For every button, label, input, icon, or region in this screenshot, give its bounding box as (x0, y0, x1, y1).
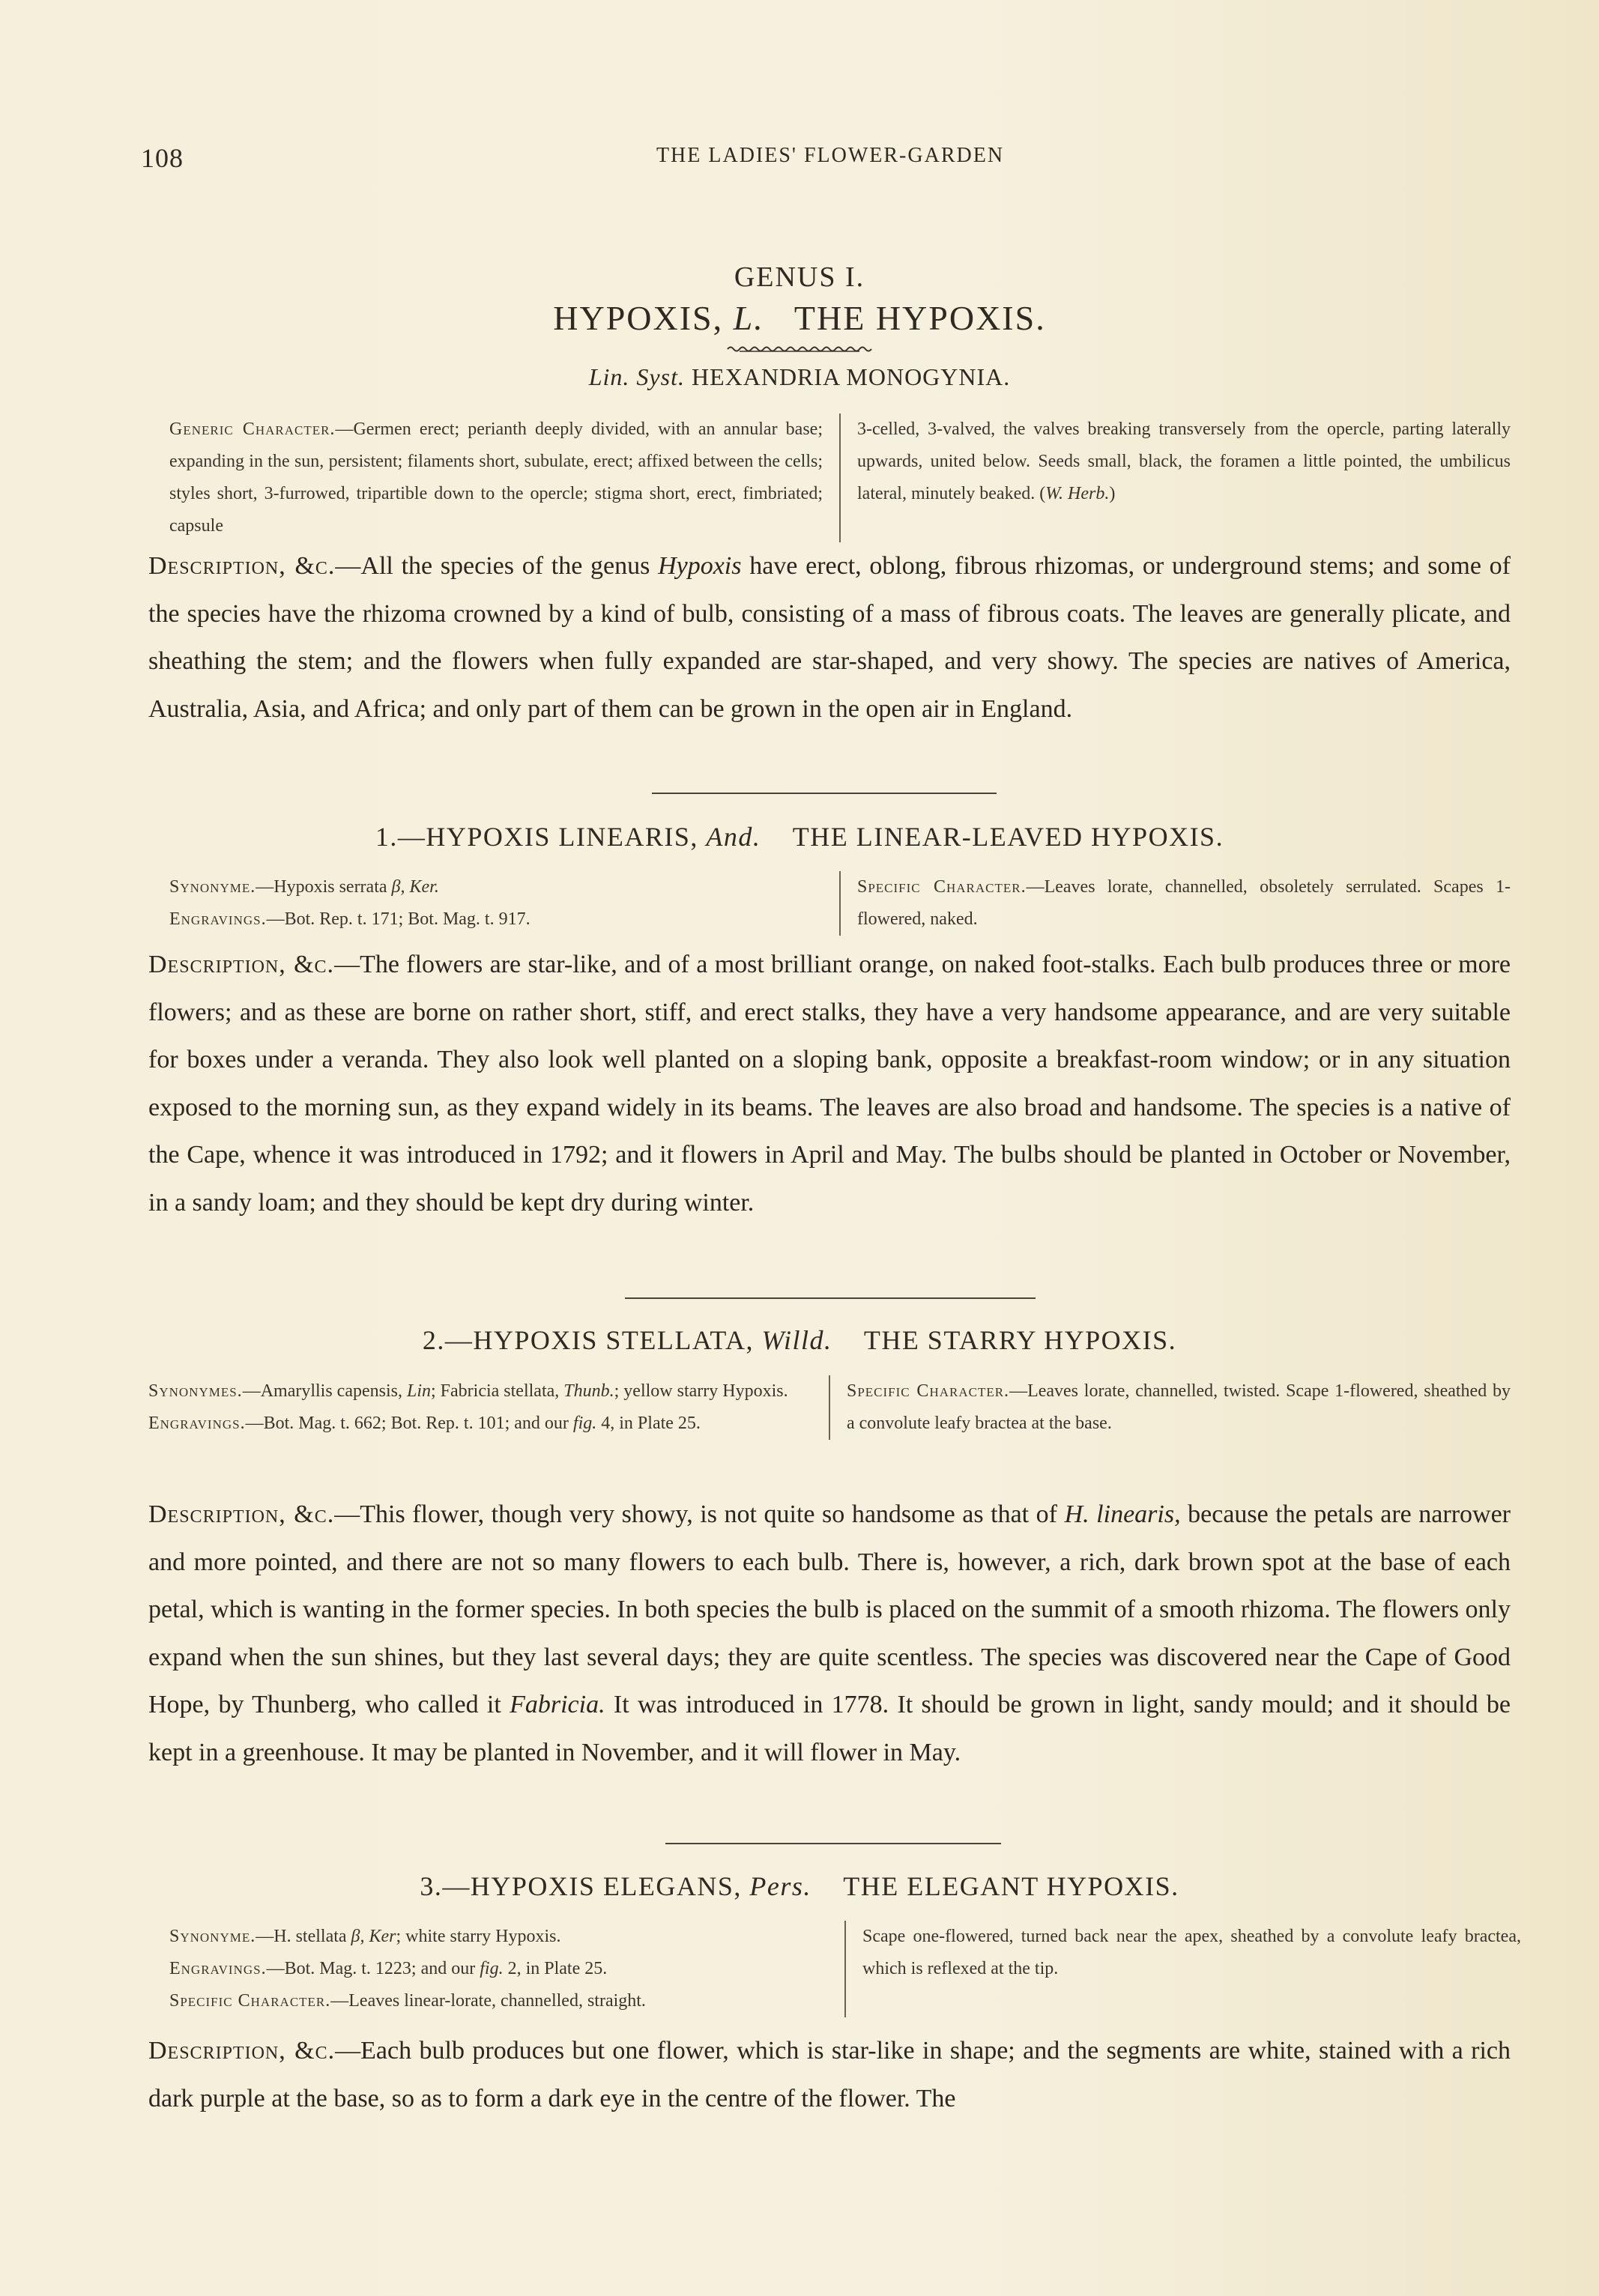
engravings-text-b: fig. (572, 1414, 597, 1433)
genus-label: GENUS I. (734, 261, 865, 293)
species-heading (0, 1871, 1599, 1902)
generic-character-block (169, 414, 1511, 542)
genus-authority: L. (733, 299, 764, 337)
species-heading (0, 1324, 1599, 1356)
generic-character-label: Generic Character. (169, 419, 336, 439)
synonymes-label: Synonymes. (148, 1381, 243, 1401)
description-text-b: H. linearis, (1064, 1500, 1181, 1528)
generic-character-right (839, 414, 1511, 542)
flourish-ornament (725, 342, 874, 353)
genus-common-name: THE HYPOXIS. (794, 299, 1046, 337)
engravings-text-a: —Bot. Mag. t. 662; Bot. Rep. t. 101; and our (245, 1414, 573, 1433)
specific-character-label: Specific Character. (847, 1381, 1010, 1401)
generic-character-text: —Germen erect; perianth deeply divided, with an annular base; expanding in the sun, persistent; filaments short, subulate, erect; affixed between the cells; styles short, 3-furrowed, tripartible down to the opercle; stigma short, erect, fimbriated; capsule (169, 419, 823, 536)
engravings-label: Engravings. (169, 909, 267, 929)
synonyme-text-a: —H. stellata (256, 1927, 351, 1946)
engravings-text-c: 4, in Plate 25. (596, 1414, 701, 1433)
synonymes-text-d: Thunb. (563, 1381, 614, 1401)
description-label: Description, &c. (148, 2037, 336, 2065)
species-specific-character (839, 871, 1511, 936)
description-text-e: It was introduced in 1778. It should be grown in light, sandy mould; and it should be kept in a greenhouse. It may be planted in November, and it will flower in May. (148, 1691, 1511, 1766)
genus-title (0, 298, 1599, 338)
species-common-name: THE ELEGANT HYPOXIS. (843, 1871, 1179, 1901)
genus-name: HYPOXIS, (553, 299, 724, 337)
description-text-a: —This flower, though very showy, is not quite so handsome as that of (334, 1500, 1065, 1528)
synonyme-label: Synonyme. (169, 1927, 256, 1946)
synonymes-line (148, 1375, 812, 1408)
species-synonyms (169, 1921, 844, 2017)
species-common-name: THE LINEAR-LEAVED HYPOXIS. (792, 822, 1224, 852)
species-description (148, 1491, 1511, 1776)
synonymes-text-b: Lin (406, 1381, 431, 1401)
species-heading (0, 821, 1599, 852)
engravings-text-c: 2, in Plate 25. (503, 1959, 608, 1978)
synonyme-text-b: β, Ker (351, 1927, 396, 1946)
specific-character-cont: Scape one-flowered, turned back near the apex, sheathed by a convolute leafy bractea, which is reflexed at the tip. (862, 1927, 1521, 1978)
synonymes-text-e: ; yellow starry Hypoxis. (614, 1381, 788, 1401)
generic-character-ref: W. Herb. (1045, 484, 1110, 503)
generic-character-left (169, 414, 839, 542)
specific-character-line (169, 1985, 828, 2017)
engravings-line (148, 1408, 812, 1440)
species-authority: And. (706, 822, 761, 852)
generic-character-cont: 3-celled, 3-valved, the valves breaking transversely from the opercle, parting laterally upwards, united below. Seeds small, black, the foramen a little pointed, the umbilicus lateral, minutely beaked. ( (857, 419, 1511, 503)
running-title: THE LADIES' FLOWER-GARDEN (656, 144, 1005, 167)
description-text-b: have erect, oblong, fibrous rhizomas, or underground stems; and some of the species have the rhizoma crowned by a kind of bulb, consisting of a mass of fibrous coats. The leaves are generally plicate, and sheathing the stem; and the flowers when fully expanded are star-shaped, and very showy. The species are natives of America, Australia, Asia, and Africa; and only part of them can be grown in the open air in England. (148, 552, 1511, 723)
species-character-block (169, 1921, 1521, 2017)
system-name: HEXANDRIA MONOGYNIA. (691, 363, 1011, 390)
species-synonyms (148, 1375, 829, 1440)
genus-description (148, 542, 1511, 733)
linnaean-system (0, 363, 1599, 391)
running-header (141, 142, 1520, 187)
description-text-a: —All the species of the genus (335, 552, 659, 580)
species-description (148, 2027, 1511, 2122)
genus-heading (0, 261, 1599, 391)
species-character-block (169, 871, 1511, 936)
system-prefix: Lin. Syst. (588, 363, 685, 390)
species-synonyms (169, 871, 839, 936)
engravings-text-b: fig. (480, 1959, 504, 1978)
section-divider (665, 1843, 1001, 1844)
description-text: —The flowers are star-like, and of a most brilliant orange, on naked foot-stalks. Each bulb produces three or more flowers; and as these are borne on rather short, stiff, and erect stalks, they have a very handsome appearance, and are very suitable for boxes under a veranda. They also look well planted on a sloping bank, opposite a breakfast-room window; or in any situation exposed to the morning sun, as they expand widely in its beams. The leaves are also broad and handsome. The species is a native of the Cape, whence it was introduced in 1792; and it flowers in April and May. The bulbs should be planted in October or November, in a sandy loam; and they should be kept dry during winter. (148, 951, 1511, 1217)
synonymes-text-a: —Amaryllis capensis, (242, 1381, 407, 1401)
engravings-label: Engravings. (169, 1959, 267, 1978)
section-divider (652, 793, 997, 794)
description-label: Description, &c. (148, 552, 336, 580)
species-specific-character-cont (844, 1921, 1521, 2017)
species-name: 1.—HYPOXIS LINEARIS, (375, 822, 698, 852)
specific-character-label: Specific Character. (169, 1991, 331, 2011)
species-name: 3.—HYPOXIS ELEGANS, (420, 1871, 742, 1901)
page-number: 108 (141, 143, 184, 173)
species-authority: Willd. (761, 1325, 832, 1355)
description-label: Description, &c. (148, 1500, 335, 1528)
generic-character-end: ) (1109, 484, 1116, 503)
species-common-name: THE STARRY HYPOXIS. (863, 1325, 1177, 1355)
engravings-text: —Bot. Rep. t. 171; Bot. Mag. t. 917. (266, 909, 531, 929)
synonyme-line (169, 1921, 828, 1953)
description-text-d: Fabricia. (510, 1691, 605, 1718)
specific-character-text: —Leaves lorate, channelled, obsoletely serrulated. Scapes 1-flowered, naked. (857, 877, 1511, 929)
engravings-label: Engravings. (148, 1414, 246, 1433)
engravings-text-a: —Bot. Mag. t. 1223; and our (266, 1959, 480, 1978)
section-divider (625, 1297, 1036, 1299)
description-text: —Each bulb produces but one flower, which is star-like in shape; and the segments are white, stained with a rich dark purple at the base, so as to form a dark eye in the centre of the flower. The (148, 2037, 1511, 2112)
synonyme-label: Synonyme. (169, 877, 256, 897)
synonyme-text: —Hypoxis serrata (256, 877, 392, 897)
species-authority: Pers. (749, 1871, 811, 1901)
description-label: Description, &c. (148, 951, 335, 978)
engravings-line (169, 903, 823, 936)
species-specific-character (829, 1375, 1511, 1440)
description-text-c: because the petals are narrower and more pointed, and there are not so many flowers to each bulb. There is, however, a rich, dark brown spot at the base of each petal, which is wanting in the former species. In both species the bulb is placed on the summit of a smooth rhizoma. The flowers only expand when the sun shines, but they last several days; they are quite scentless. The species was discovered near the Cape of Good Hope, by Thunberg, who called it (148, 1500, 1511, 1718)
specific-character-text: —Leaves lorate, channelled, twisted. Scape 1-flowered, sheathed by a convolute leafy bractea at the base. (847, 1381, 1511, 1433)
synonyme-line (169, 871, 823, 903)
engravings-line (169, 1953, 828, 1985)
species-name: 2.—HYPOXIS STELLATA, (422, 1325, 754, 1355)
synonyme-italic: β, Ker. (391, 877, 439, 897)
specific-character-text: —Leaves linear-lorate, channelled, straight. (330, 1991, 646, 2011)
synonymes-text-c: ; Fabricia stellata, (431, 1381, 564, 1401)
description-genus: Hypoxis (658, 552, 742, 580)
species-description (148, 941, 1511, 1226)
specific-character-label: Specific Character. (857, 877, 1027, 897)
species-character-block (148, 1375, 1511, 1440)
synonyme-text-c: ; white starry Hypoxis. (396, 1927, 561, 1946)
